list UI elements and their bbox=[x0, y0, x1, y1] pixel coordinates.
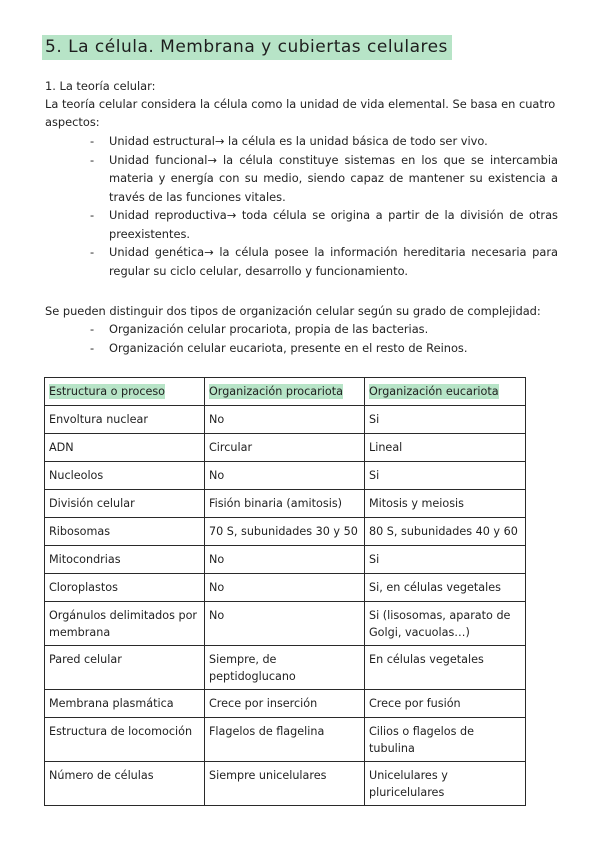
table-cell: ADN bbox=[45, 434, 205, 462]
table-row bbox=[45, 406, 526, 434]
table-row bbox=[45, 574, 526, 602]
table-cell: No bbox=[205, 406, 365, 434]
table-cell: No bbox=[205, 602, 365, 646]
list-item: - Organización celular eucariota, presente en el resto de Reinos. bbox=[90, 339, 558, 358]
table-cell: Si bbox=[365, 406, 526, 434]
aspects-list bbox=[90, 132, 558, 280]
table-cell: Envoltura nuclear bbox=[45, 406, 205, 434]
table-cell: Si, en células vegetales bbox=[365, 574, 526, 602]
table-cell: Si (lisosomas, aparato de Golgi, vacuolas…) bbox=[365, 602, 526, 646]
table-row bbox=[45, 762, 526, 806]
table-cell: Orgánulos delimitados por membrana bbox=[45, 602, 205, 646]
table-header-cell bbox=[45, 378, 205, 406]
table-row bbox=[45, 646, 526, 690]
table-cell: Mitocondrias bbox=[45, 546, 205, 574]
table-cell: 70 S, subunidades 30 y 50 bbox=[205, 518, 365, 546]
table-cell: 80 S, subunidades 40 y 60 bbox=[365, 518, 526, 546]
table-cell: Si bbox=[365, 462, 526, 490]
comparison-table bbox=[44, 377, 526, 806]
table-cell: Pared celular bbox=[45, 646, 205, 690]
table-cell: Fisión binaria (amitosis) bbox=[205, 490, 365, 518]
table-cell: Siempre, de peptidoglucano bbox=[205, 646, 365, 690]
list-item: - Organización celular procariota, propia de las bacterias. bbox=[90, 320, 558, 339]
header-label: Organización eucariota bbox=[369, 385, 499, 398]
page-title: 5. La célula. Membrana y cubiertas celulares bbox=[42, 35, 452, 60]
list-item: - Unidad genética→ la célula posee la información hereditaria necesaria para regular su ciclo celular, desarrollo y funcionamiento. bbox=[90, 243, 558, 280]
header-label: Organización procariota bbox=[209, 385, 343, 398]
section-heading: 1. La teoría celular: bbox=[45, 79, 156, 93]
list-item: - Unidad funcional→ la célula constituye sistemas en los que se intercambia materia y energía con su medio, siendo capaz de mantener su existencia a través de las funciones vitales. bbox=[90, 151, 558, 207]
table-cell: Circular bbox=[205, 434, 365, 462]
list-item: - Unidad reproductiva→ toda célula se origina a partir de la división de otras preexistentes. bbox=[90, 206, 558, 243]
intro-paragraph-continuation: aspectos: bbox=[45, 115, 100, 129]
table-row bbox=[45, 718, 526, 762]
table-header-cell bbox=[365, 378, 526, 406]
table-cell: No bbox=[205, 574, 365, 602]
table-cell: Siempre unicelulares bbox=[205, 762, 365, 806]
table-header-row bbox=[45, 378, 526, 406]
table-header-cell bbox=[205, 378, 365, 406]
table-cell: Flagelos de flagelina bbox=[205, 718, 365, 762]
table-cell: Unicelulares y pluricelulares bbox=[365, 762, 526, 806]
table-row bbox=[45, 462, 526, 490]
table-cell: No bbox=[205, 462, 365, 490]
table-cell: Cloroplastos bbox=[45, 574, 205, 602]
table-cell: Estructura de locomoción bbox=[45, 718, 205, 762]
table-cell: Crece por inserción bbox=[205, 690, 365, 718]
table-row bbox=[45, 690, 526, 718]
table-row bbox=[45, 546, 526, 574]
table-cell: Crece por fusión bbox=[365, 690, 526, 718]
table-cell: Si bbox=[365, 546, 526, 574]
types-intro: Se pueden distinguir dos tipos de organización celular según su grado de complejidad: bbox=[45, 304, 541, 318]
table-cell: Cilios o flagelos de tubulina bbox=[365, 718, 526, 762]
table-cell: No bbox=[205, 546, 365, 574]
table-cell: Ribosomas bbox=[45, 518, 205, 546]
table-cell: Nucleolos bbox=[45, 462, 205, 490]
header-label: Estructura o proceso bbox=[49, 385, 166, 398]
table-cell: División celular bbox=[45, 490, 205, 518]
table-cell: Número de células bbox=[45, 762, 205, 806]
table-cell: Membrana plasmática bbox=[45, 690, 205, 718]
table-cell: Mitosis y meiosis bbox=[365, 490, 526, 518]
table-cell: En células vegetales bbox=[365, 646, 526, 690]
table-row bbox=[45, 602, 526, 646]
table-row bbox=[45, 518, 526, 546]
intro-paragraph: La teoría celular considera la célula como la unidad de vida elemental. Se basa en cuatro bbox=[45, 97, 556, 111]
types-list bbox=[90, 320, 558, 357]
table-row bbox=[45, 434, 526, 462]
table-row bbox=[45, 490, 526, 518]
list-item: - Unidad estructural→ la célula es la unidad básica de todo ser vivo. bbox=[90, 132, 558, 151]
table-cell: Lineal bbox=[365, 434, 526, 462]
